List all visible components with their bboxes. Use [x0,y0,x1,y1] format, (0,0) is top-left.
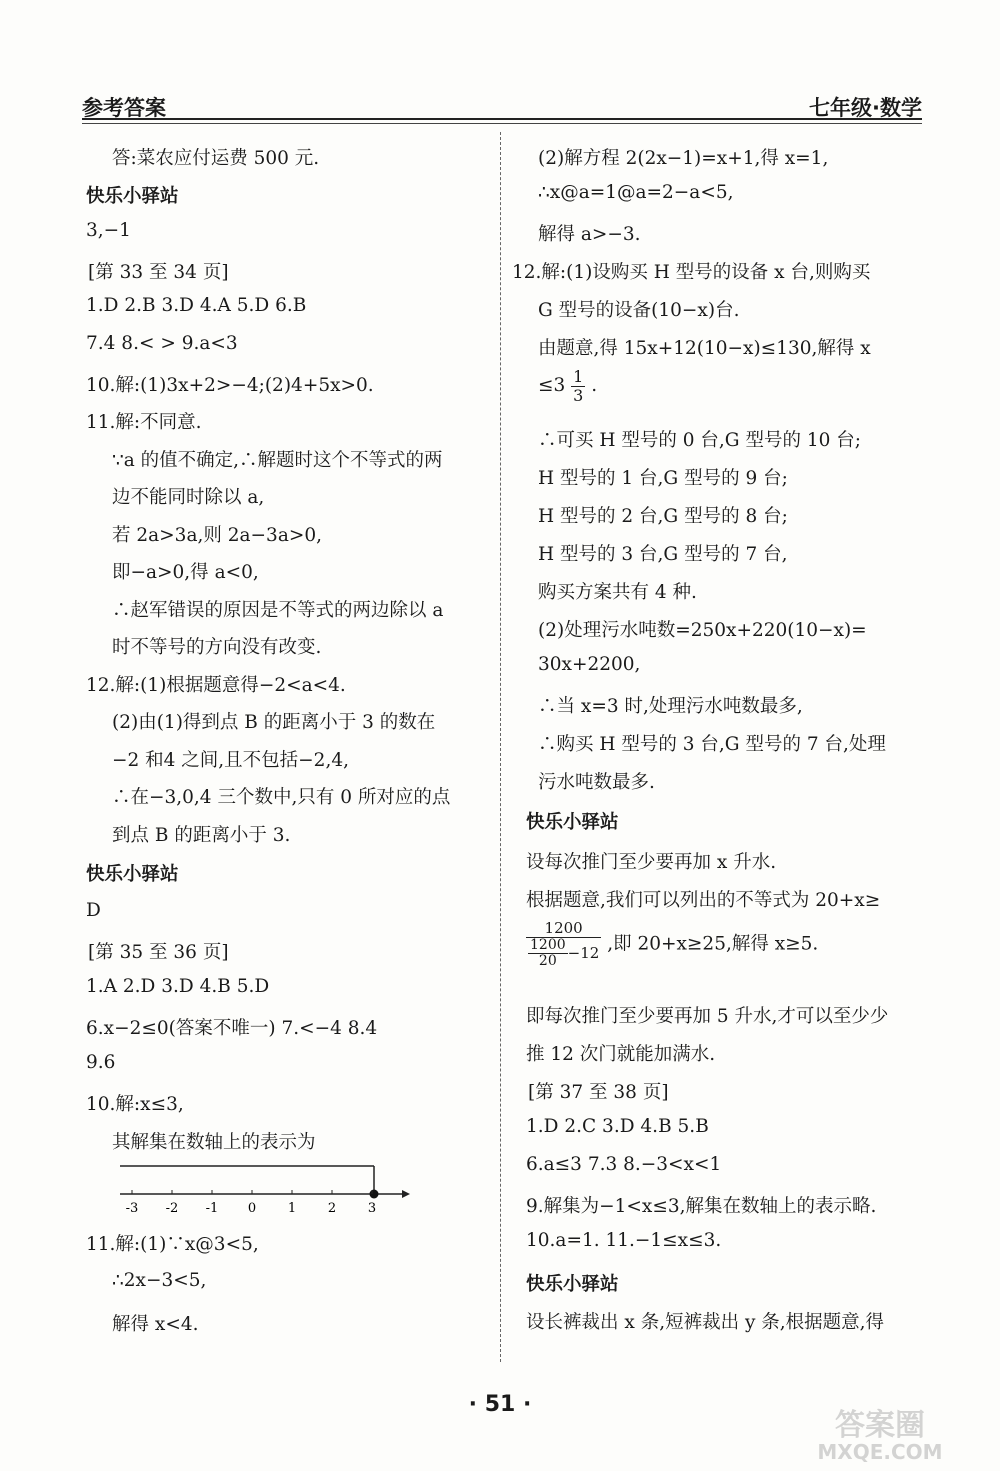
watermark-logo [780,1405,980,1465]
answer-line: 设每次推门至少要再加 x 升水. [526,852,777,873]
answer-line: (2)解方程 2(2x−1)=x+1,得 x=1, [538,148,829,169]
answer-line: 7.4 8.< > 9.a<3 [86,333,238,354]
axis-tick-label: 1 [287,1201,297,1216]
axis-tick-label: 0 [247,1201,257,1216]
inner-fraction-denominator: 20 [538,952,557,969]
answer-line: 1.D 2.C 3.D 4.B 5.B [526,1116,709,1137]
column-divider [500,132,501,1362]
axis-tick-label: -3 [125,1201,139,1216]
answer-line: ∴赵军错误的原因是不等式的两边除以 a [112,600,444,621]
inner-fraction-numerator: 1200 [530,936,566,953]
answer-line: 10.a=1. 11.−1≤x≤3. [526,1230,722,1251]
answer-line: 12.解:(1)根据题意得−2<a<4. [86,675,346,696]
complex-fraction-line [526,920,818,969]
complex-fraction-denominator [526,938,601,970]
answer-line: 11.解:不同意. [86,412,202,433]
section-heading: 快乐小驿站 [86,186,179,207]
answer-line: 1.A 2.D 3.D 4.B 5.D [86,976,270,997]
page-number: · 51 · [468,1392,532,1417]
answer-line: 设长裤裁出 x 条,短裤裁出 y 条,根据题意,得 [526,1312,885,1333]
answer-line: 购买方案共有 4 种. [538,582,697,603]
answer-line: 6.x−2≤0(答案不唯一) 7.<−4 8.4 [86,1018,378,1039]
answer-line: ∴可买 H 型号的 0 台,G 型号的 10 台; [538,430,862,451]
number-line-diagram [114,1156,414,1216]
fraction-denominator: 3 [573,385,584,405]
answer-line: 时不等号的方向没有改变. [112,637,322,658]
answer-line: (2)由(1)得到点 B 的距离小于 3 的数在 [112,712,436,733]
answer-line: 即每次推门至少要再加 5 升水,才可以至少少 [526,1006,889,1027]
answer-line: G 型号的设备(10−x)台. [538,300,740,321]
answer-line: 即−a>0,得 a<0, [112,562,259,583]
page-range-heading: [第 35 至 36 页] [88,942,229,963]
header-title-right: 七年级·数学 [809,96,922,120]
answer-line: 30x+2200, [538,654,641,675]
fraction-numerator: 1 [573,367,584,386]
answer-line: 解得 a>−3. [538,224,641,245]
page-range-heading: [第 33 至 34 页] [88,262,229,283]
answer-line: ∴在−3,0,4 三个数中,只有 0 所对应的点 [112,787,451,808]
complex-fraction-after: ,即 20+x≥25,解得 x≥5. [607,933,819,955]
answer-line: 9.6 [86,1052,116,1073]
axis-tick-label: -2 [165,1201,179,1216]
header-rule-thin [82,123,922,124]
axis-arrow-icon [402,1190,410,1198]
answer-line: ∴2x−3<5, [112,1270,207,1291]
fraction-line [538,368,597,404]
fraction-suffix: . [591,375,598,397]
answer-line: 12.解:(1)设购买 H 型号的设备 x 台,则购买 [512,262,871,283]
axis-tick-label: -1 [205,1201,219,1216]
answer-line: 3,−1 [86,220,131,241]
answer-line: 1.D 2.B 3.D 4.A 5.D 6.B [86,295,307,316]
section-heading: 快乐小驿站 [526,1274,619,1295]
page-range-heading: [第 37 至 38 页] [528,1082,669,1103]
answer-line: ∴购买 H 型号的 3 台,G 型号的 7 台,处理 [538,734,886,755]
answer-line: D [86,900,101,921]
answer-line: 解得 x<4. [112,1314,199,1335]
section-heading: 快乐小驿站 [526,812,619,833]
solid-point-icon [370,1190,379,1199]
answer-line: 11.解:(1)∵x@3<5, [86,1234,259,1255]
axis-tick-label: 3 [367,1201,377,1216]
watermark-text: 答案圈 [835,1408,925,1443]
answer-line: 到点 B 的距离小于 3. [112,825,291,846]
inner-fraction [528,938,568,970]
complex-fraction [526,920,601,969]
answer-line: 其解集在数轴上的表示为 [112,1132,316,1153]
inner-fraction-suffix: −12 [567,943,600,962]
section-heading: 快乐小驿站 [86,864,179,885]
header-rule-thick [82,118,922,120]
complex-fraction-numerator: 1200 [526,920,601,938]
axis-tick-label: 2 [327,1201,337,1216]
mixed-fraction [571,368,585,404]
header-title-left: 参考答案 [82,96,166,120]
answer-line: 9.解集为−1<x≤3,解集在数轴上的表示略. [526,1196,877,1217]
answer-line: 若 2a>3a,则 2a−3a>0, [112,525,322,546]
answer-line: (2)处理污水吨数=250x+220(10−x)= [538,620,867,641]
answer-line: H 型号的 2 台,G 型号的 8 台; [538,506,788,527]
answer-line: −2 和4 之间,且不包括−2,4, [112,750,349,771]
answer-line: 边不能同时除以 a, [112,487,265,508]
answer-line: ∴x@a=1@a=2−a<5, [538,182,734,203]
answer-line: H 型号的 3 台,G 型号的 7 台, [538,544,788,565]
answer-line: 污水吨数最多. [538,772,655,793]
answer-line: H 型号的 1 台,G 型号的 9 台; [538,468,788,489]
answer-line: 根据题意,我们可以列出的不等式为 20+x≥ [526,890,881,911]
answer-line: ∴当 x=3 时,处理污水吨数最多, [538,696,803,717]
answer-line: 6.a≤3 7.3 8.−3<x<1 [526,1154,722,1175]
answer-line: 答:菜农应付运费 500 元. [112,148,320,169]
answer-line: 10.解:(1)3x+2>−4;(2)4+5x>0. [86,375,374,396]
answer-line: 由题意,得 15x+12(10−x)≤130,解得 x [538,338,871,359]
watermark-url: MXQE.COM [817,1440,943,1464]
answer-line: 推 12 次门就能加满水. [526,1044,716,1065]
answer-line: 10.解:x≤3, [86,1094,184,1115]
answer-line: ∵a 的值不确定,∴解题时这个不等式的两 [112,450,443,471]
fraction-prefix: ≤3 [538,375,566,397]
